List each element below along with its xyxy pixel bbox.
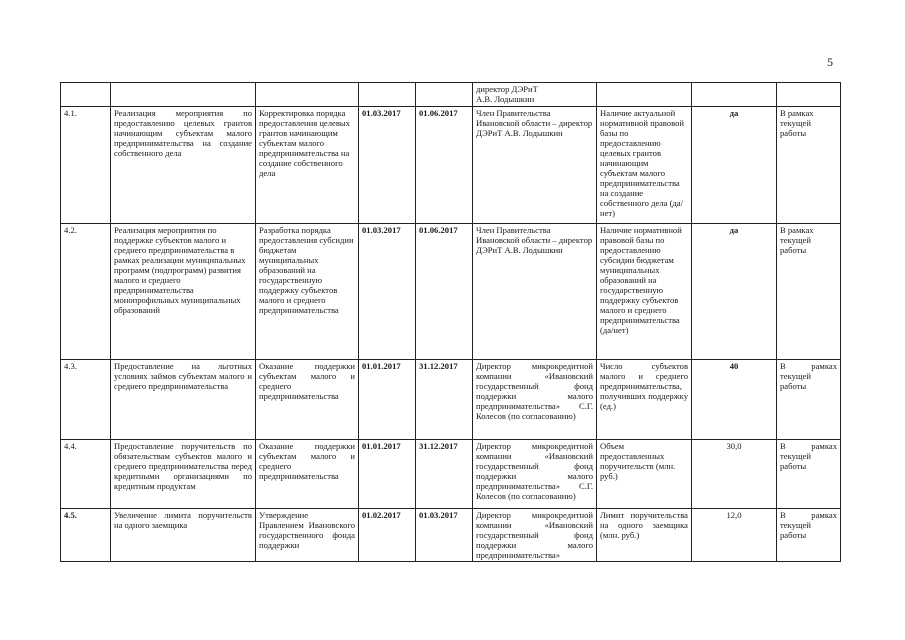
responsible-cell: директор ДЭРиТ А.В. Лодышкин xyxy=(473,83,597,107)
table-row xyxy=(61,107,841,224)
responsible-cell: Член Правительства Ивановской области – директор ДЭРиТ А.В. Лодышкин xyxy=(473,107,597,224)
table-row xyxy=(61,360,841,440)
activity-content: Оказание поддержки субъектам малого и среднего предпринимательства xyxy=(256,360,359,440)
table-row xyxy=(61,440,841,509)
row-number: 4.2. xyxy=(61,224,111,360)
action-plan-table xyxy=(60,82,841,562)
row-number: 4.1. xyxy=(61,107,111,224)
value-cell: 12,0 xyxy=(692,509,777,562)
indicator-cell: Лимит поручительства на одного заемщика (млн. руб.) xyxy=(597,509,692,562)
table-row xyxy=(61,83,841,107)
start-date: 01.01.2017 xyxy=(359,440,416,509)
funding-cell: В рамках текущей работы xyxy=(777,509,841,562)
funding-cell: В рамках текущей работы xyxy=(777,107,841,224)
start-date: 01.01.2017 xyxy=(359,360,416,440)
value-cell: 40 xyxy=(692,360,777,440)
value-cell: да xyxy=(692,107,777,224)
activity-name: Предоставление на льготных условиях займов субъектам малого и среднего предпринимательства xyxy=(111,360,256,440)
start-date: 01.03.2017 xyxy=(359,224,416,360)
page-number: 5 xyxy=(827,55,833,69)
responsible-cell: Директор микрокредитной компании «Ивановский государственный фонд поддержки малого предпринимательства» xyxy=(473,509,597,562)
indicator-cell: Объем предоставленных поручительств (млн. руб.) xyxy=(597,440,692,509)
indicator-cell: Наличие актуальной нормативной правовой базы по предоставлению целевых грантов начинающим субъектам малого предпринимательства на создание собственного дела (да/нет) xyxy=(597,107,692,224)
end-date: 01.06.2017 xyxy=(416,224,473,360)
responsible-cell: Директор микрокредитной компании «Ивановский государственный фонд поддержки малого предпринимательства» С.Г. Колесов (по согласованию) xyxy=(473,360,597,440)
table-row xyxy=(61,224,841,360)
start-date: 01.02.2017 xyxy=(359,509,416,562)
activity-content: Утверждение Правлением Ивановского государственного фонда поддержки xyxy=(256,509,359,562)
value-cell: 30,0 xyxy=(692,440,777,509)
row-number: 4.4. xyxy=(61,440,111,509)
row-number: 4.5. xyxy=(61,509,111,562)
row-number: 4.3. xyxy=(61,360,111,440)
activity-name: Предоставление поручительств по обязательствам субъектов малого и среднего предпринимательства перед кредитными организациями по кредитным продуктам xyxy=(111,440,256,509)
end-date: 01.03.2017 xyxy=(416,509,473,562)
activity-content: Разработка порядка предоставления субсидии бюджетам муниципальных образований на государственную поддержку субъектов малого и среднего предпринимательства xyxy=(256,224,359,360)
responsible-cell: Член Правительства Ивановской области – директор ДЭРиТ А.В. Лодышкин xyxy=(473,224,597,360)
value-cell: да xyxy=(692,224,777,360)
activity-content: Оказание поддержки субъектам малого и среднего предпринимательства xyxy=(256,440,359,509)
activity-name: Увеличение лимита поручительств на одного заемщика xyxy=(111,509,256,562)
funding-cell: В рамках текущей работы xyxy=(777,360,841,440)
activity-name: Реализация мероприятия по предоставлению целевых грантов начинающим субъектам малого предпринимательства на создание собственного дела xyxy=(111,107,256,224)
activity-name: Реализация мероприятия по поддержке субъектов малого и среднего предпринимательства в рамках реализации муниципальных программ (подпрограмм) развития малого и среднего предпринимательства монопрофильных муниципальных образований xyxy=(111,224,256,360)
funding-cell: В рамках текущей работы xyxy=(777,224,841,360)
indicator-cell: Наличие нормативной правовой базы по предоставлению субсидии бюджетам муниципальных образований на государственную поддержку субъектов малого и среднего предпринимательства (да/нет) xyxy=(597,224,692,360)
end-date: 31.12.2017 xyxy=(416,440,473,509)
indicator-cell: Число субъектов малого и среднего предпринимательства, получивших поддержку (ед.) xyxy=(597,360,692,440)
funding-cell: В рамках текущей работы xyxy=(777,440,841,509)
end-date: 31.12.2017 xyxy=(416,360,473,440)
responsible-cell: Директор микрокредитной компании «Ивановский государственный фонд поддержки малого предпринимательства» С.Г. Колесов (по согласованию) xyxy=(473,440,597,509)
start-date: 01.03.2017 xyxy=(359,107,416,224)
table-row xyxy=(61,509,841,562)
end-date: 01.06.2017 xyxy=(416,107,473,224)
activity-content: Корректировка порядка предоставления целевых грантов начинающим субъектам малого предпринимательства на создание собственного дела xyxy=(256,107,359,224)
